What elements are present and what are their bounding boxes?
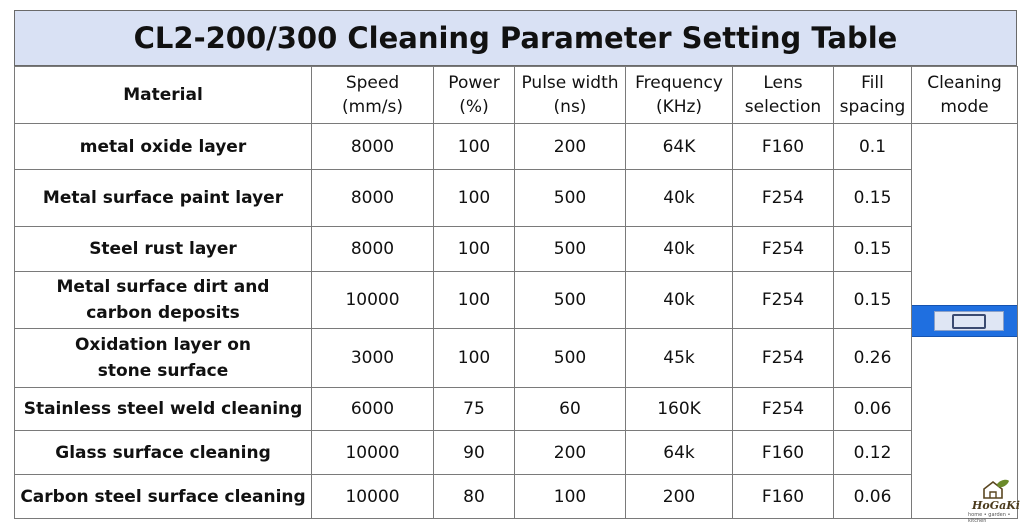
fill-cell: 0.26	[834, 329, 912, 388]
material-cell: Metal surface dirt and carbon deposits	[15, 272, 312, 329]
lens-cell: F254	[733, 227, 834, 272]
header-pulse-width: Pulse width (ns)	[515, 67, 626, 124]
lens-cell: F160	[733, 475, 834, 519]
fill-cell: 0.15	[834, 272, 912, 329]
rectangle-fill-mode-icon	[912, 305, 1018, 337]
material-cell: Carbon steel surface cleaning	[15, 475, 312, 519]
frequency-cell: 160K	[626, 388, 733, 431]
speed-cell: 10000	[312, 431, 434, 475]
power-cell: 75	[434, 388, 515, 431]
header-fill: Fill spacing	[834, 67, 912, 124]
material-cell: Metal surface paint layer	[15, 170, 312, 227]
pulse-width-cell: 500	[515, 329, 626, 388]
lens-cell: F254	[733, 272, 834, 329]
power-cell: 80	[434, 475, 515, 519]
table-row	[15, 431, 1018, 475]
watermark-text: HoGaKi	[972, 499, 1020, 512]
header-row	[15, 67, 1018, 124]
fill-cell: 0.06	[834, 388, 912, 431]
pulse-width-cell: 60	[515, 388, 626, 431]
parameter-table	[14, 66, 1018, 519]
rectangle-icon	[952, 314, 986, 329]
pulse-width-cell: 200	[515, 124, 626, 170]
header-speed: Speed (mm/s)	[312, 67, 434, 124]
table-row	[15, 124, 1018, 170]
frequency-cell: 40k	[626, 272, 733, 329]
leaf-house-icon	[981, 478, 1011, 500]
table-row	[15, 475, 1018, 519]
pulse-width-cell: 200	[515, 431, 626, 475]
power-cell: 100	[434, 227, 515, 272]
material-cell: Steel rust layer	[15, 227, 312, 272]
header-frequency: Frequency (KHz)	[626, 67, 733, 124]
speed-cell: 3000	[312, 329, 434, 388]
lens-cell: F254	[733, 170, 834, 227]
table-row	[15, 388, 1018, 431]
fill-cell: 0.06	[834, 475, 912, 519]
power-cell: 100	[434, 124, 515, 170]
power-cell: 100	[434, 272, 515, 329]
speed-cell: 8000	[312, 124, 434, 170]
mode-icon-panel	[934, 311, 1004, 331]
power-cell: 100	[434, 329, 515, 388]
fill-cell: 0.1	[834, 124, 912, 170]
header-material: Material	[15, 67, 312, 124]
material-cell: metal oxide layer	[15, 124, 312, 170]
frequency-cell: 40k	[626, 227, 733, 272]
power-cell: 100	[434, 170, 515, 227]
lens-cell: F254	[733, 329, 834, 388]
speed-cell: 8000	[312, 170, 434, 227]
lens-cell: F254	[733, 388, 834, 431]
header-power: Power (%)	[434, 67, 515, 124]
frequency-cell: 200	[626, 475, 733, 519]
frequency-cell: 64K	[626, 124, 733, 170]
header-lens: Lens selection	[733, 67, 834, 124]
table-row	[15, 329, 1018, 388]
page-title: CL2-200/300 Cleaning Parameter Setting Table	[14, 10, 1017, 66]
cleaning-mode-cell	[912, 124, 1018, 519]
table-row	[15, 272, 1018, 329]
pulse-width-cell: 500	[515, 227, 626, 272]
table-row	[15, 227, 1018, 272]
fill-cell: 0.15	[834, 170, 912, 227]
pulse-width-cell: 500	[515, 170, 626, 227]
lens-cell: F160	[733, 431, 834, 475]
speed-cell: 6000	[312, 388, 434, 431]
frequency-cell: 40k	[626, 170, 733, 227]
header-cleaning-mode: Cleaning mode	[912, 67, 1018, 124]
frequency-cell: 45k	[626, 329, 733, 388]
fill-cell: 0.15	[834, 227, 912, 272]
speed-cell: 8000	[312, 227, 434, 272]
frequency-cell: 64k	[626, 431, 733, 475]
material-cell: Glass surface cleaning	[15, 431, 312, 475]
watermark-logo	[968, 478, 1024, 524]
material-cell: Stainless steel weld cleaning	[15, 388, 312, 431]
speed-cell: 10000	[312, 272, 434, 329]
pulse-width-cell: 500	[515, 272, 626, 329]
power-cell: 90	[434, 431, 515, 475]
material-cell: Oxidation layer on stone surface	[15, 329, 312, 388]
watermark-subtext: home • garden • kitchen	[968, 512, 1011, 524]
fill-cell: 0.12	[834, 431, 912, 475]
table-row	[15, 170, 1018, 227]
speed-cell: 10000	[312, 475, 434, 519]
lens-cell: F160	[733, 124, 834, 170]
pulse-width-cell: 100	[515, 475, 626, 519]
